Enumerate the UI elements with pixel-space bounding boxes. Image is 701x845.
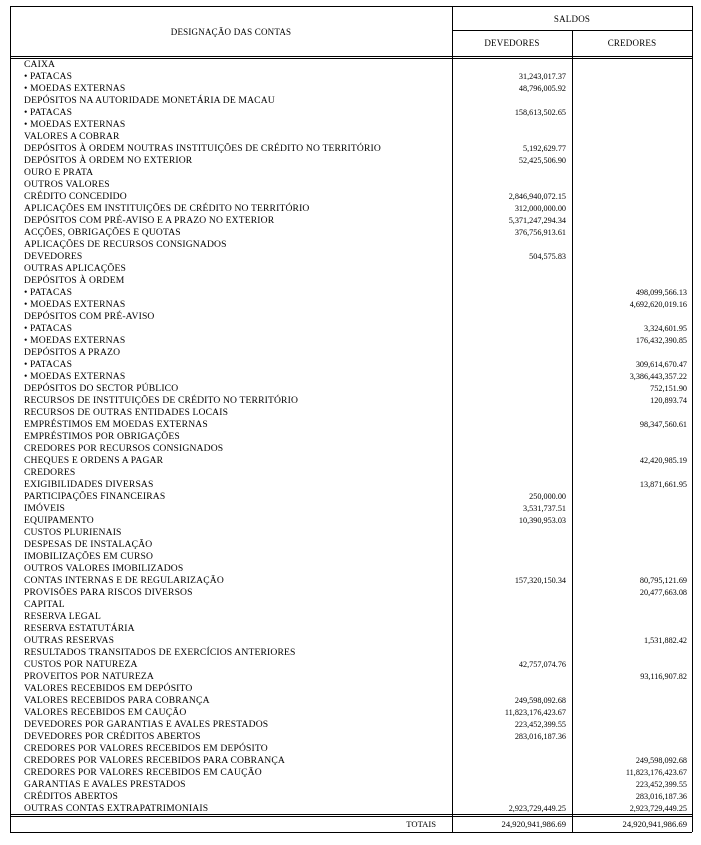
table-row <box>10 707 692 719</box>
totals-credit: 24,920,941,986.69 <box>622 819 687 829</box>
table-row <box>10 203 692 215</box>
account-label: IMOBILIZAÇÕES EM CURSO <box>24 551 154 562</box>
account-label: RECURSOS DE INSTITUIÇÕES DE CRÉDITO NO TERRITÓRIO <box>24 395 299 406</box>
account-label: DEPÓSITOS COM PRÉ-AVISO <box>24 311 155 322</box>
totals-label: TOTAIS <box>406 819 436 829</box>
table-row <box>10 455 692 467</box>
account-label: CHEQUES E ORDENS A PAGAR <box>24 455 164 466</box>
table-row <box>10 431 692 443</box>
table-row <box>10 191 692 203</box>
credit-value: 42,420,985.19 <box>639 456 687 465</box>
table-row <box>10 395 692 407</box>
table-row <box>10 131 692 143</box>
debit-value: 249,598,092.68 <box>514 696 566 705</box>
table-row <box>10 311 692 323</box>
credit-value: 20,477,663.08 <box>639 588 687 597</box>
account-label: IMÓVEIS <box>24 503 66 514</box>
credit-value: 4,692,620,019.16 <box>629 300 687 309</box>
credit-value: 11,823,176,423.67 <box>625 768 687 777</box>
table-row <box>10 347 692 359</box>
debit-value: 31,243,017.37 <box>518 72 566 81</box>
table-row <box>10 215 692 227</box>
account-label: EQUIPAMENTO <box>24 515 94 526</box>
table-row <box>10 179 692 191</box>
debit-value: 283,016,187.36 <box>514 732 566 741</box>
credit-value: 3,386,443,357.22 <box>629 372 687 381</box>
table-row <box>10 503 692 515</box>
account-label: RECURSOS DE OUTRAS ENTIDADES LOCAIS <box>24 407 229 418</box>
table-row <box>10 119 692 131</box>
frame-bottom-border <box>10 832 692 833</box>
account-label: VALORES A COBRAR <box>24 131 120 142</box>
debit-value: 5,192,629.77 <box>523 144 566 153</box>
account-label: DEPÓSITOS À ORDEM NOUTRAS INSTITUIÇÕES DE CRÉDITO NO TERRITÓRIO <box>24 143 381 154</box>
table-row <box>10 155 692 167</box>
table-row <box>10 611 692 623</box>
table-row <box>10 371 692 383</box>
account-label: • MOEDAS EXTERNAS <box>24 371 126 382</box>
debit-value: 48,796,005.92 <box>518 84 566 93</box>
debit-value: 5,371,247,294.34 <box>508 216 566 225</box>
table-row <box>10 575 692 587</box>
account-label: CREDORES POR VALORES RECEBIDOS EM CAUÇÃO <box>24 767 262 778</box>
debit-value: 10,390,953.03 <box>518 516 566 525</box>
debit-value: 376,756,913.61 <box>514 228 566 237</box>
account-label: RESERVA ESTATUTÁRIA <box>24 623 135 634</box>
account-label: VALORES RECEBIDOS EM CAUÇÃO <box>24 707 187 718</box>
account-label: OUTRAS RESERVAS <box>24 635 115 646</box>
credit-value: 752,151.90 <box>650 384 687 393</box>
credit-value: 309,614,670.47 <box>635 360 687 369</box>
account-label: DEVEDORES POR GARANTIAS E AVALES PRESTADOS <box>24 719 269 730</box>
table-row <box>10 743 692 755</box>
table-row <box>10 143 692 155</box>
account-label: CAIXA <box>24 59 56 70</box>
credit-value: 249,598,092.68 <box>635 756 687 765</box>
account-label: DEVEDORES <box>24 251 83 262</box>
table-row <box>10 527 692 539</box>
credit-value: 498,099,566.13 <box>635 288 687 297</box>
account-label: CONTAS INTERNAS E DE REGULARIZAÇÃO <box>24 575 224 586</box>
account-label: CRÉDITO CONCEDIDO <box>24 191 127 202</box>
account-label: OUTROS VALORES IMOBILIZADOS <box>24 563 184 574</box>
table-row <box>10 59 692 71</box>
header-devedores: DEVEDORES <box>484 38 540 48</box>
account-label: CUSTOS PLURIENAIS <box>24 527 122 538</box>
totals-debit: 24,920,941,986.69 <box>501 819 566 829</box>
credit-value: 2,923,729,449.25 <box>629 804 687 813</box>
table-row <box>10 239 692 251</box>
account-label: PROVEITOS POR NATUREZA <box>24 671 154 682</box>
table-row <box>10 383 692 395</box>
account-label: APLICAÇÕES DE RECURSOS CONSIGNADOS <box>24 239 227 250</box>
debit-value: 3,531,737.51 <box>523 504 566 513</box>
table-row <box>10 731 692 743</box>
account-label: CRÉDITOS ABERTOS <box>24 791 118 802</box>
credit-value: 13,871,661.95 <box>639 480 687 489</box>
credit-value: 98,347,560.61 <box>639 420 687 429</box>
account-label: • PATACAS <box>24 107 73 118</box>
table-row <box>10 407 692 419</box>
credit-value: 223,452,399.55 <box>635 780 687 789</box>
table-row <box>10 83 692 95</box>
account-label: EMPRÉSTIMOS EM MOEDAS EXTERNAS <box>24 419 208 430</box>
account-label: RESULTADOS TRANSITADOS DE EXERCÍCIOS ANTERIORES <box>24 647 296 658</box>
table-row <box>10 323 692 335</box>
table-row <box>10 467 692 479</box>
credit-value: 176,432,390.85 <box>635 336 687 345</box>
account-label: OURO E PRATA <box>24 167 94 178</box>
account-label: • PATACAS <box>24 71 73 82</box>
account-label: DEPÓSITOS À ORDEM <box>24 275 125 286</box>
table-row <box>10 719 692 731</box>
table-row <box>10 479 692 491</box>
account-label: • MOEDAS EXTERNAS <box>24 299 126 310</box>
table-row <box>10 515 692 527</box>
table-row <box>10 419 692 431</box>
table-row <box>10 227 692 239</box>
account-label: PROVISÕES PARA RISCOS DIVERSOS <box>24 587 193 598</box>
credit-value: 283,016,187.36 <box>635 792 687 801</box>
account-label: • MOEDAS EXTERNAS <box>24 119 126 130</box>
table-row <box>10 635 692 647</box>
account-label: OUTROS VALORES <box>24 179 110 190</box>
account-label: VALORES RECEBIDOS EM DEPÓSITO <box>24 683 193 694</box>
account-label: OUTRAS APLICAÇÕES <box>24 263 126 274</box>
credit-value: 1,531,882.42 <box>644 636 687 645</box>
account-label: CREDORES POR VALORES RECEBIDOS PARA COBRANÇA <box>24 755 285 766</box>
table-row <box>10 587 692 599</box>
account-label: CREDORES POR VALORES RECEBIDOS EM DEPÓSITO <box>24 743 268 754</box>
credit-value: 3,324,601.95 <box>644 324 687 333</box>
debit-value: 52,425,506.90 <box>518 156 566 165</box>
header-saldos: SALDOS <box>553 14 591 24</box>
table-row <box>10 683 692 695</box>
debit-value: 312,000,000.00 <box>514 204 566 213</box>
account-label: DESPESAS DE INSTALAÇÃO <box>24 539 153 550</box>
account-label: RESERVA LEGAL <box>24 611 101 622</box>
debit-value: 42,757,074.76 <box>518 660 566 669</box>
account-label: CUSTOS POR NATUREZA <box>24 659 138 670</box>
table-row <box>10 167 692 179</box>
frame-top-border <box>10 6 692 7</box>
account-label: • PATACAS <box>24 287 73 298</box>
account-label: • PATACAS <box>24 323 73 334</box>
table-row <box>10 659 692 671</box>
account-label: • MOEDAS EXTERNAS <box>24 335 126 346</box>
debit-value: 223,452,399.55 <box>514 720 566 729</box>
table-row <box>10 359 692 371</box>
table-row <box>10 695 692 707</box>
account-label: VALORES RECEBIDOS PARA COBRANÇA <box>24 695 210 706</box>
table-row <box>10 623 692 635</box>
table-row <box>10 251 692 263</box>
account-label: ACÇÕES, OBRIGAÇÕES E QUOTAS <box>24 227 181 238</box>
table-row <box>10 491 692 503</box>
account-label: • PATACAS <box>24 359 73 370</box>
account-label: GARANTIAS E AVALES PRESTADOS <box>24 779 186 790</box>
table-row <box>10 299 692 311</box>
account-label: DEPÓSITOS DO SECTOR PÚBLICO <box>24 383 179 394</box>
account-label: EMPRÉSTIMOS POR OBRIGAÇÕES <box>24 431 180 442</box>
account-label: DEPÓSITOS À ORDEM NO EXTERIOR <box>24 155 193 166</box>
account-label: APLICAÇÕES EM INSTITUIÇÕES DE CRÉDITO NO TERRITÓRIO <box>24 203 310 214</box>
account-label: DEPÓSITOS NA AUTORIDADE MONETÁRIA DE MACAU <box>24 95 275 106</box>
totals-top-line-2 <box>10 816 692 817</box>
debit-value: 157,320,150.34 <box>514 576 566 585</box>
account-label: PARTICIPAÇÕES FINANCEIRAS <box>24 491 166 502</box>
table-row <box>10 647 692 659</box>
account-label: DEPÓSITOS A PRAZO <box>24 347 121 358</box>
table-row <box>10 275 692 287</box>
account-label: CREDORES POR RECURSOS CONSIGNADOS <box>24 443 224 454</box>
account-label: DEVEDORES POR CRÉDITOS ABERTOS <box>24 731 201 742</box>
account-label: OUTRAS CONTAS EXTRAPATRIMONIAIS <box>24 803 209 814</box>
debit-value: 2,923,729,449.25 <box>508 804 566 813</box>
table-row <box>10 95 692 107</box>
table-row <box>10 803 692 815</box>
table-row <box>10 335 692 347</box>
account-label: EXIGIBILIDADES DIVERSAS <box>24 479 154 490</box>
table-row <box>10 287 692 299</box>
table-row <box>10 755 692 767</box>
balance-sheet <box>10 6 692 838</box>
header-bottom-line-1 <box>10 56 692 57</box>
table-row <box>10 791 692 803</box>
header-credores: CREDORES <box>607 38 657 48</box>
frame-right-border <box>692 6 693 832</box>
account-label: • MOEDAS EXTERNAS <box>24 83 126 94</box>
debit-value: 11,823,176,423.67 <box>504 708 566 717</box>
account-label: CAPITAL <box>24 599 65 610</box>
table-row <box>10 551 692 563</box>
debit-value: 158,613,502.65 <box>514 108 566 117</box>
header-designacao: DESIGNAÇÃO DAS CONTAS <box>170 27 292 37</box>
table-row <box>10 767 692 779</box>
table-row <box>10 563 692 575</box>
table-row <box>10 539 692 551</box>
credit-value: 120,893.74 <box>650 396 687 405</box>
table-row <box>10 71 692 83</box>
table-row <box>10 671 692 683</box>
debit-value: 250,000.00 <box>529 492 566 501</box>
credit-value: 93,116,907.82 <box>640 672 687 681</box>
debit-value: 2,846,940,072.15 <box>508 192 566 201</box>
credit-value: 80,795,121.69 <box>639 576 687 585</box>
debit-value: 504,575.83 <box>529 252 566 261</box>
table-row <box>10 443 692 455</box>
table-row <box>10 263 692 275</box>
account-label: CREDORES <box>24 467 76 478</box>
table-row <box>10 599 692 611</box>
account-label: DEPÓSITOS COM PRÉ-AVISO E A PRAZO NO EXTERIOR <box>24 215 275 226</box>
table-row <box>10 779 692 791</box>
table-row <box>10 107 692 119</box>
